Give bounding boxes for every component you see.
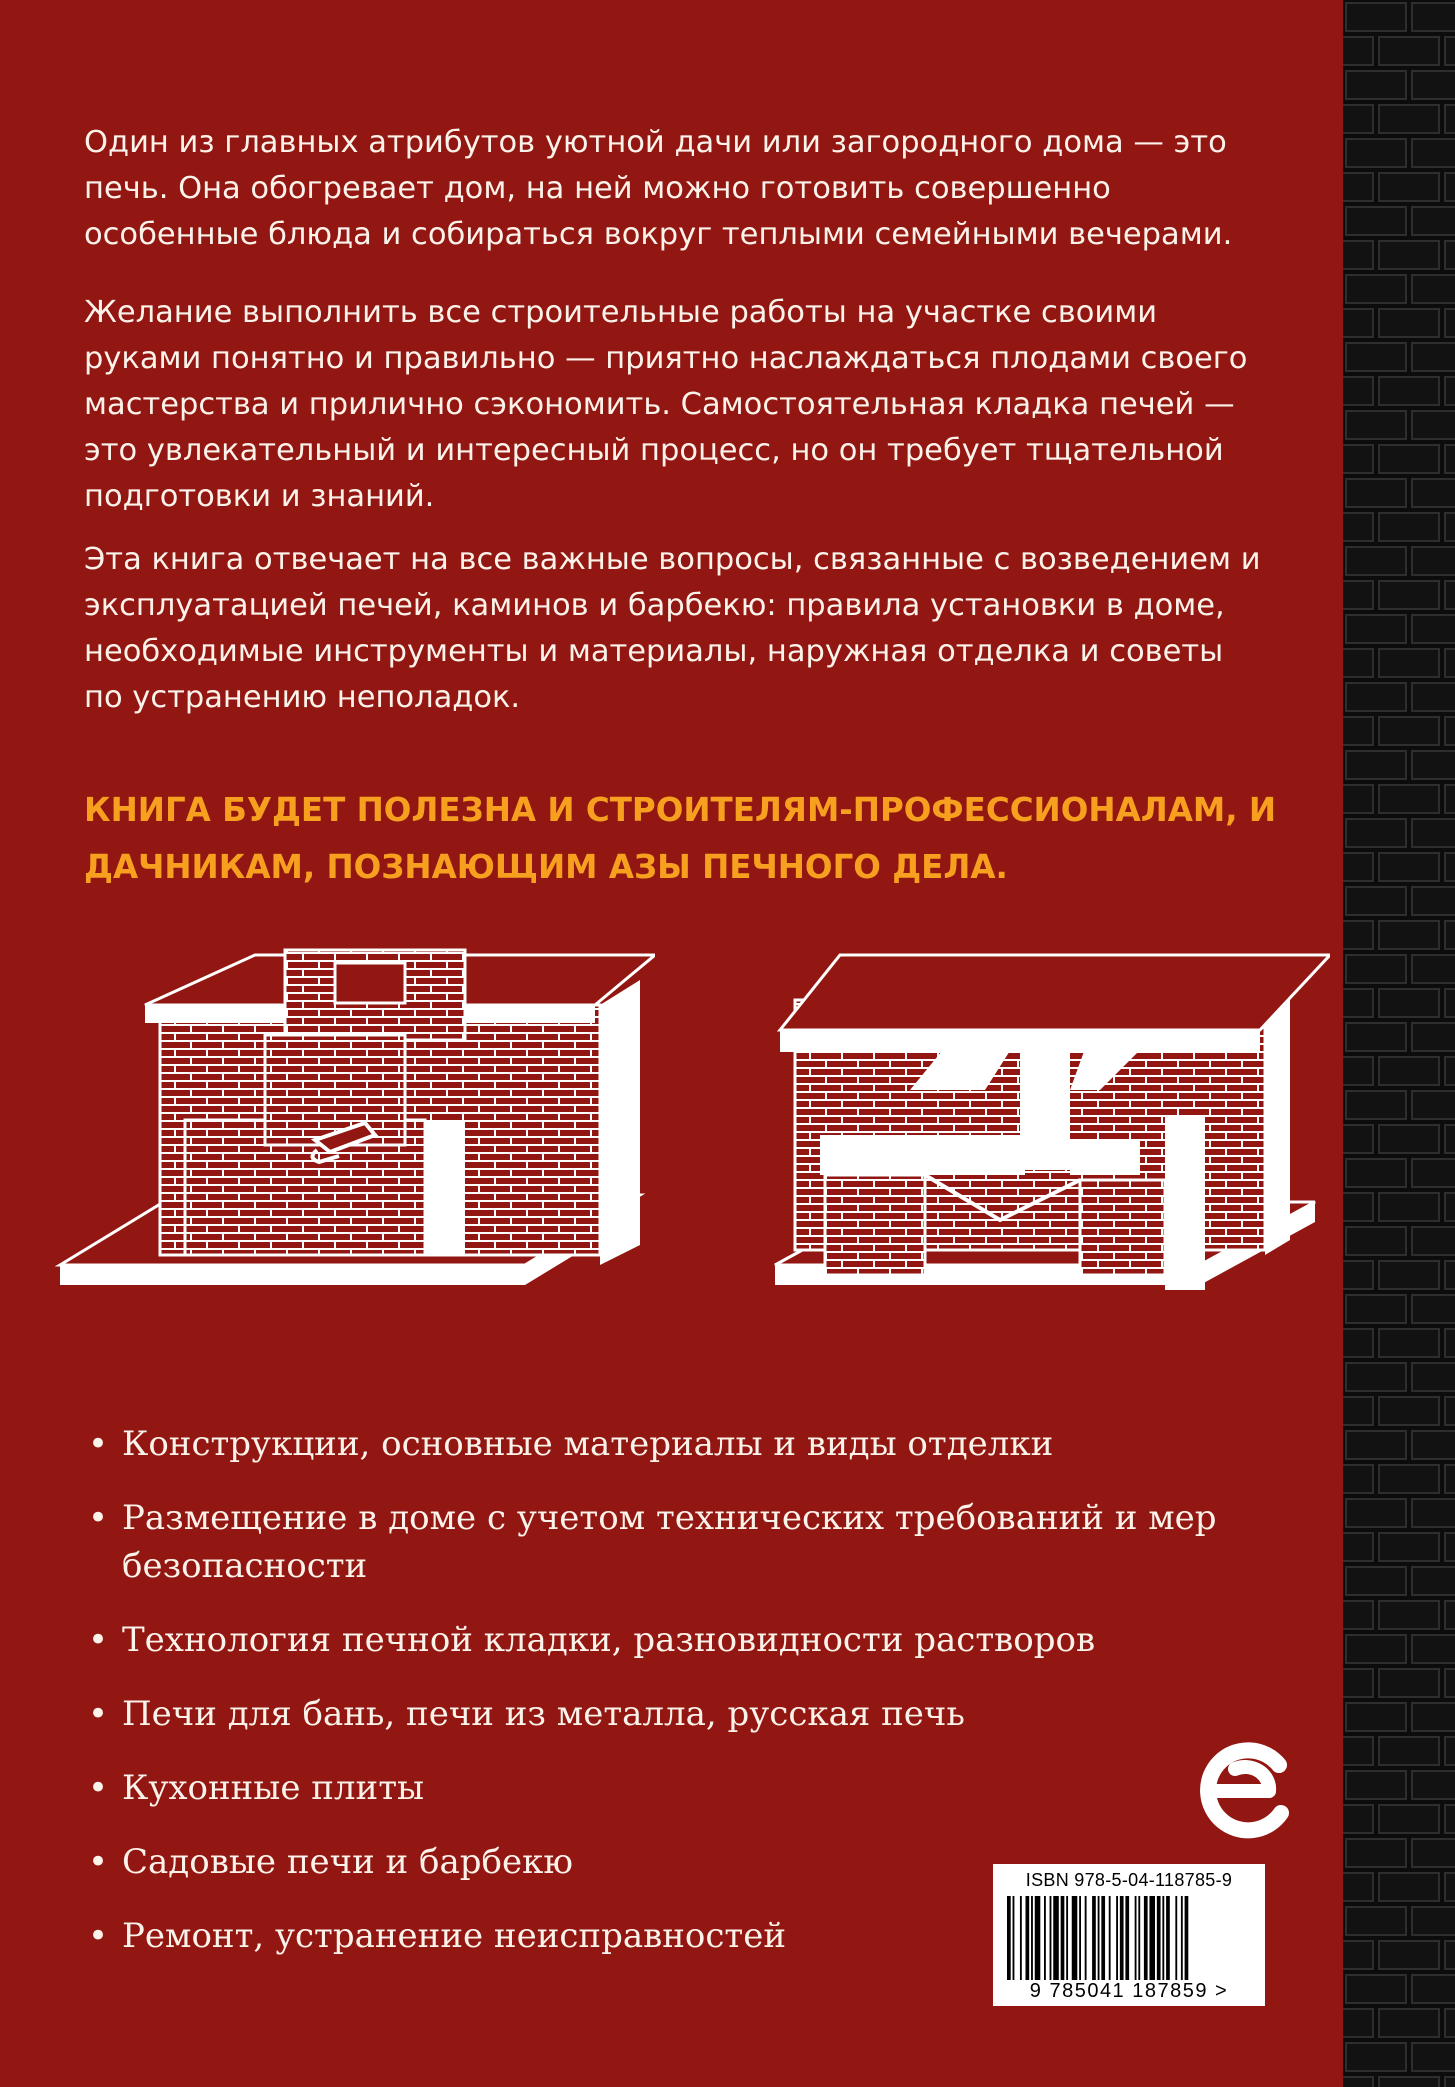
list-item: • Ремонт, устранение неисправностей — [88, 1912, 1328, 1960]
barcode-bars — [1007, 1896, 1251, 1980]
highlight-statement: КНИГА БУДЕТ ПОЛЕЗНА И СТРОИТЕЛЯМ-ПРОФЕССИОНАЛАМ, И ДАЧНИКАМ, ПОЗНАЮЩИМ АЗЫ ПЕЧНОГО ДЕЛА. — [84, 791, 1277, 886]
brick-spine-strip — [1343, 0, 1455, 2087]
isbn-barcode — [993, 1864, 1265, 2006]
brick-pattern — [1343, 0, 1455, 2087]
intro-paragraph-3: Эта книга отвечает на все важные вопросы, связанные с возведением и эксплуатацией печей, каминов и барбекю: правила установки в доме, необходимые инструменты и материалы, наружная отделка и советы по устранению неполадок. — [84, 542, 1261, 715]
intro-paragraph-1: Один из главных атрибутов уютной дачи или загородного дома — это печь. Она обогревает дом, на ней можно готовить совершенно особенные блюда и собираться вокруг теплыми семейными вечерами. — [84, 125, 1233, 252]
list-item: • Печи для бань, печи из металла, русская печь — [88, 1690, 1328, 1738]
intro-paragraph-2: Желание выполнить все строительные работы на участке своими руками понятно и правильно — приятно наслаждаться плодами своего мастерства и прилично сэкономить. Самостоятельная кладка печей — это увлекательный и интересный процесс, но он требует тщательной подготовки и знаний. — [84, 295, 1248, 514]
list-item: • Конструкции, основные материалы и виды отделки — [88, 1420, 1328, 1468]
list-item: • Садовые печи и барбекю — [88, 1838, 1328, 1886]
list-item: • Кухонные плиты — [88, 1764, 1328, 1812]
barcode-digits: 9 785041 187859 > — [1029, 1980, 1229, 2002]
brick-stove-cutaway-drawing-icon — [770, 940, 1330, 1390]
list-item: • Размещение в доме с учетом технических требований и мер безопасности — [88, 1494, 1328, 1590]
list-item: • Технология печной кладки, разновидности растворов — [88, 1616, 1328, 1664]
isbn-label: ISBN 978-5-04-118785-9 — [1025, 1870, 1233, 1890]
eksmo-logo-icon — [1195, 1735, 1295, 1845]
brick-stove-drawing-icon — [55, 945, 655, 1395]
